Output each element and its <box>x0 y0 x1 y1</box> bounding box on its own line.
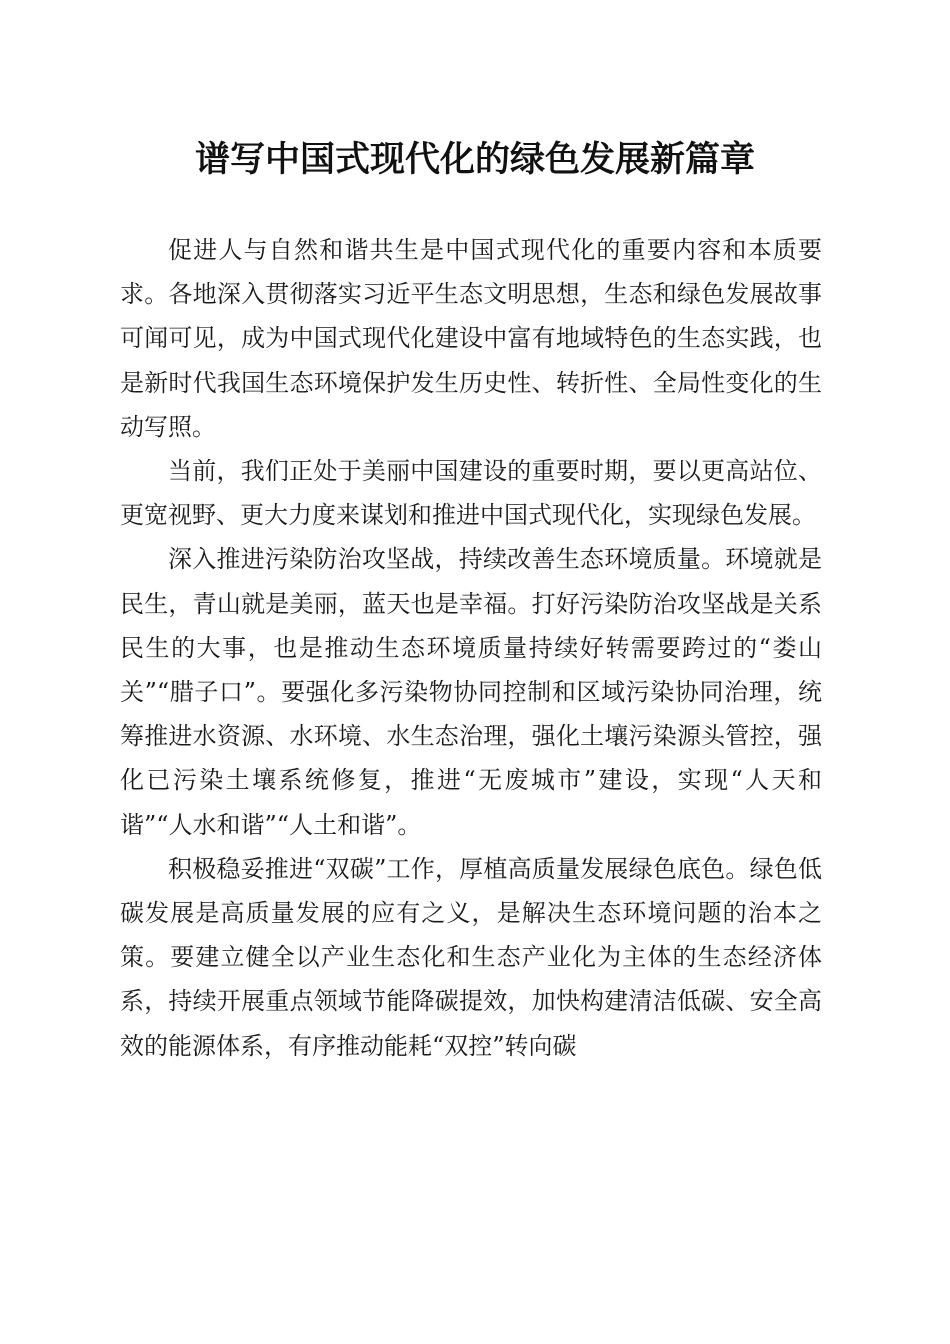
document-title: 谱写中国式现代化的绿色发展新篇章 <box>194 139 755 180</box>
paragraph-3: 深入推进污染防治攻坚战，持续改善生态环境质量。环境就是民生，青山就是美丽，蓝天也是幸福。打好污染防治攻坚战是关系民生的大事，也是推动生态环境质量持续好转需要跨过的“娄山关”“腊子口”。要强化多污染物协同控制和区域污染协同治理，统筹推进水资源、水环境、水生态治理，强化土壤污染源头管控，强化已污染土壤系统修复，推进“无废城市”建设，实现“人天和谐”“人水和谐”“人土和谐”。 <box>120 545 822 839</box>
document-body <box>120 228 822 1068</box>
paragraph-2: 当前，我们正处于美丽中国建设的重要时期，要以更高站位、更宽视野、更大力度来谋划和推进中国式现代化，实现绿色发展。 <box>120 457 822 530</box>
paragraph-1: 促进人与自然和谐共生是中国式现代化的重要内容和本质要求。各地深入贯彻落实习近平生态文明思想，生态和绿色发展故事可闻可见，成为中国式现代化建设中富有地域特色的生态实践，也是新时代我国生态环境保护发生历史性、转折性、全局性变化的生动写照。 <box>120 236 822 441</box>
paragraph-4: 积极稳妥推进“双碳”工作，厚植高质量发展绿色底色。绿色低碳发展是高质量发展的应有之义，是解决生态环境问题的治本之策。要建立健全以产业生态化和生态产业化为主体的生态经济体系，持续开展重点领域节能降碳提效，加快构建清洁低碳、安全高效的能源体系，有序推动能耗“双控”转向碳 <box>120 854 822 1060</box>
